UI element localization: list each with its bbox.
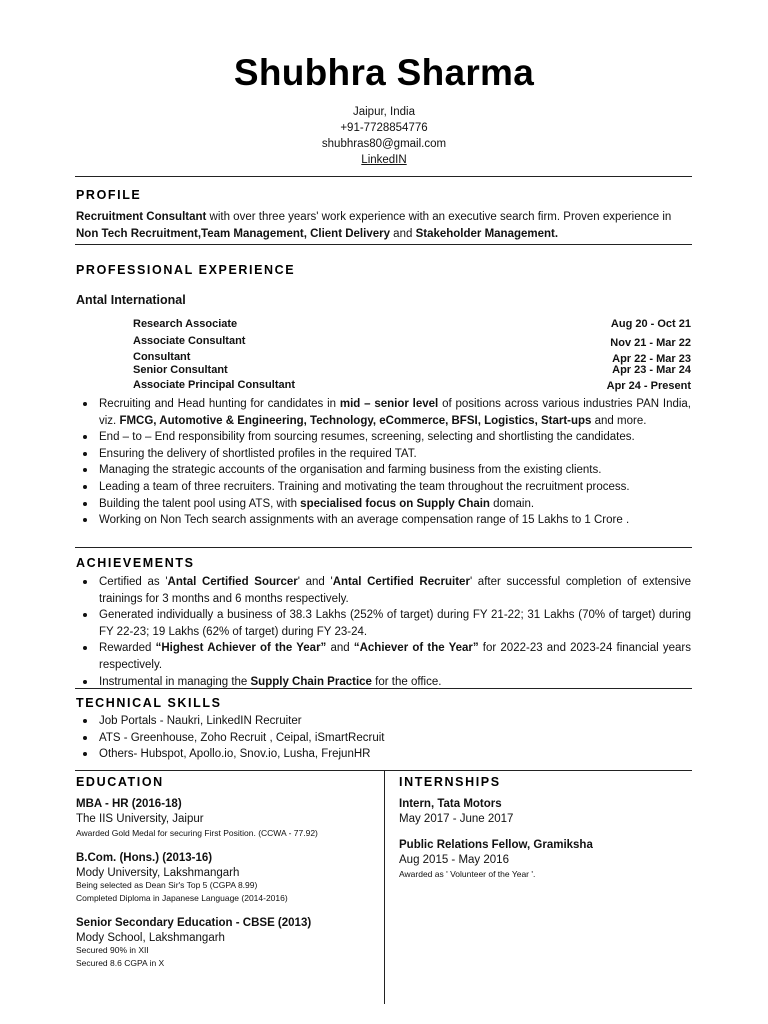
role-row: [133, 379, 691, 394]
profile-text-part: and: [389, 228, 416, 240]
education-note: Secured 90% in XII: [76, 945, 149, 955]
bullet-emphasis: mid – senior level: [339, 398, 439, 410]
bullet-emphasis: “Highest Achiever of the Year”: [155, 642, 327, 655]
bullet-text: for the office.: [371, 675, 442, 688]
bullet-text: and more.: [591, 414, 647, 427]
bullet-text: Instrumental in managing the: [99, 675, 251, 688]
list-item: ATS - Greenhouse, Zoho Recruit , Ceipal, iSmartRecruit: [77, 730, 691, 747]
bullet-text: Rewarded: [99, 642, 156, 655]
profile-strengths: Stakeholder Management.: [415, 228, 559, 240]
role-row: [133, 364, 691, 379]
list-item: Generated individually a business of 38.3 Lakhs (252% of target) during FY 21-22; 31 Lakhs (70% of target) during FY 22-23; 19 Lakhs (62% of target) during FY 23-24.: [77, 607, 691, 640]
role-dates: Apr 23 - Mar 24: [612, 364, 691, 376]
list-item: Working on Non Tech search assignments with an average compensation range of 15 Lakhs to 1 Crore .: [77, 512, 691, 529]
education-column: [76, 775, 376, 968]
achievements-heading: ACHIEVEMENTS: [76, 556, 195, 570]
bullet-text: of positions across various industries PAN India, viz.: [99, 398, 692, 427]
bullet-text: and: [326, 642, 354, 655]
internship-title: Public Relations Fellow, Gramiksha: [399, 839, 593, 851]
degree-title: B.Com. (Hons.) (2013-16): [76, 852, 213, 864]
role-row: [133, 351, 691, 364]
divider: [75, 244, 692, 245]
skills-bullets: [77, 713, 691, 763]
list-item: End – to – End responsibility from sourcing resumes, screening, selecting and shortlisting the candidates.: [77, 429, 691, 446]
divider: [75, 688, 692, 689]
institution: Mody University, Lakshmangarh: [76, 867, 240, 879]
bullet-emphasis: FMCG, Automotive & Engineering, Technology, eCommerce, BFSI, Logistics, Start-ups: [119, 414, 592, 427]
company-name: Antal International: [76, 293, 186, 307]
profile-strengths: Non Tech Recruitment,Team Management, Client Delivery: [76, 228, 390, 240]
list-item: [77, 496, 691, 513]
institution: Mody School, Lakshmangarh: [76, 932, 225, 944]
role-title: Research Associate: [133, 318, 238, 330]
role-title: Consultant: [133, 351, 191, 363]
internship-dates: Aug 2015 - May 2016: [399, 854, 509, 866]
list-item: Job Portals - Naukri, LinkedIN Recruiter: [77, 713, 691, 730]
role-dates: Apr 22 - Mar 23: [612, 353, 691, 365]
role-dates: Apr 24 - Present: [606, 380, 691, 392]
role-title: Associate Principal Consultant: [133, 379, 295, 391]
contact-block: [0, 104, 768, 168]
location-text: Jaipur, India: [352, 106, 415, 118]
experience-bullets: [77, 396, 691, 529]
bullet-text: ' and ': [297, 576, 333, 588]
list-item: Others- Hubspot, Apollo.io, Snov.io, Lusha, FrejunHR: [77, 746, 691, 763]
list-item: Ensuring the delivery of shortlisted profiles in the required TAT.: [77, 446, 691, 463]
bullet-emphasis: Supply Chain Practice: [250, 675, 372, 688]
profile-role: Recruitment Consultant: [76, 211, 207, 223]
profile-text: [76, 209, 694, 243]
roles-list: [133, 318, 691, 394]
education-heading: EDUCATION: [76, 775, 164, 789]
bullet-text: Recruiting and Head hunting for candidates in: [99, 398, 340, 410]
role-title: Senior Consultant: [133, 364, 228, 376]
bullet-text: Certified as ': [99, 576, 168, 588]
list-item: [77, 640, 691, 673]
bullet-text: Building the talent pool using ATS, with: [99, 497, 301, 510]
list-item: Leading a team of three recruiters. Training and motivating the team throughout the recruitment process.: [77, 479, 691, 496]
list-item: [77, 574, 691, 607]
internship-note: Awarded as ' Volunteer of the Year '.: [399, 869, 536, 879]
profile-heading: PROFILE: [76, 188, 142, 202]
role-row: [133, 318, 691, 335]
column-divider: [384, 771, 385, 1004]
achievements-bullets: [77, 574, 691, 690]
candidate-name: Shubhra Sharma: [233, 52, 535, 93]
skills-heading: TECHNICAL SKILLS: [76, 696, 222, 710]
internship-title: Intern, Tata Motors: [399, 798, 502, 810]
experience-heading: PROFESSIONAL EXPERIENCE: [76, 263, 296, 277]
internship-dates: May 2017 - June 2017: [399, 813, 514, 825]
linkedin-link[interactable]: LinkedIN: [361, 154, 407, 166]
education-note: Awarded Gold Medal for securing First Position. (CCWA - 77.92): [76, 828, 318, 838]
list-item: [77, 396, 691, 429]
role-dates: Aug 20 - Oct 21: [610, 318, 691, 330]
internships-heading: INTERNSHIPS: [399, 775, 501, 789]
education-note: Being selected as Dean Sir's Top 5 (CGPA 8.99): [76, 880, 258, 890]
education-note: Completed Diploma in Japanese Language (2014-2016): [76, 893, 288, 903]
bullet-emphasis: Antal Certified Recruiter: [332, 576, 470, 588]
bullet-emphasis: “Achiever of the Year”: [353, 642, 479, 655]
list-item: Managing the strategic accounts of the organisation and farming business from the existing clients.: [77, 462, 691, 479]
bullet-emphasis: specialised focus on Supply Chain: [300, 497, 490, 510]
profile-text-part: with over three years' work experience with an executive search firm. Proven experience in: [206, 211, 672, 223]
bullet-emphasis: Antal Certified Sourcer: [167, 576, 298, 588]
education-note: Secured 8.6 CGPA in X: [76, 958, 165, 968]
bullet-text: for 2022-23 and 2023-24 financial years respectively.: [99, 642, 691, 671]
role-title: Associate Consultant: [133, 335, 246, 347]
degree-title: Senior Secondary Education - CBSE (2013): [76, 917, 312, 929]
internships-column: [399, 775, 691, 879]
phone-text: +91-7728854776: [340, 122, 428, 134]
email-text[interactable]: shubhras80@gmail.com: [321, 138, 447, 150]
divider: [75, 547, 692, 548]
role-row: [133, 335, 691, 351]
institution: The IIS University, Jaipur: [76, 813, 204, 825]
role-dates: Nov 21 - Mar 22: [610, 337, 691, 349]
divider: [75, 176, 692, 177]
degree-title: MBA - HR (2016-18): [76, 798, 182, 810]
bullet-text: ' after successful completion of extensive trainings for 3 months and 6 months respectively.: [99, 576, 692, 605]
bullet-text: domain.: [489, 497, 535, 510]
